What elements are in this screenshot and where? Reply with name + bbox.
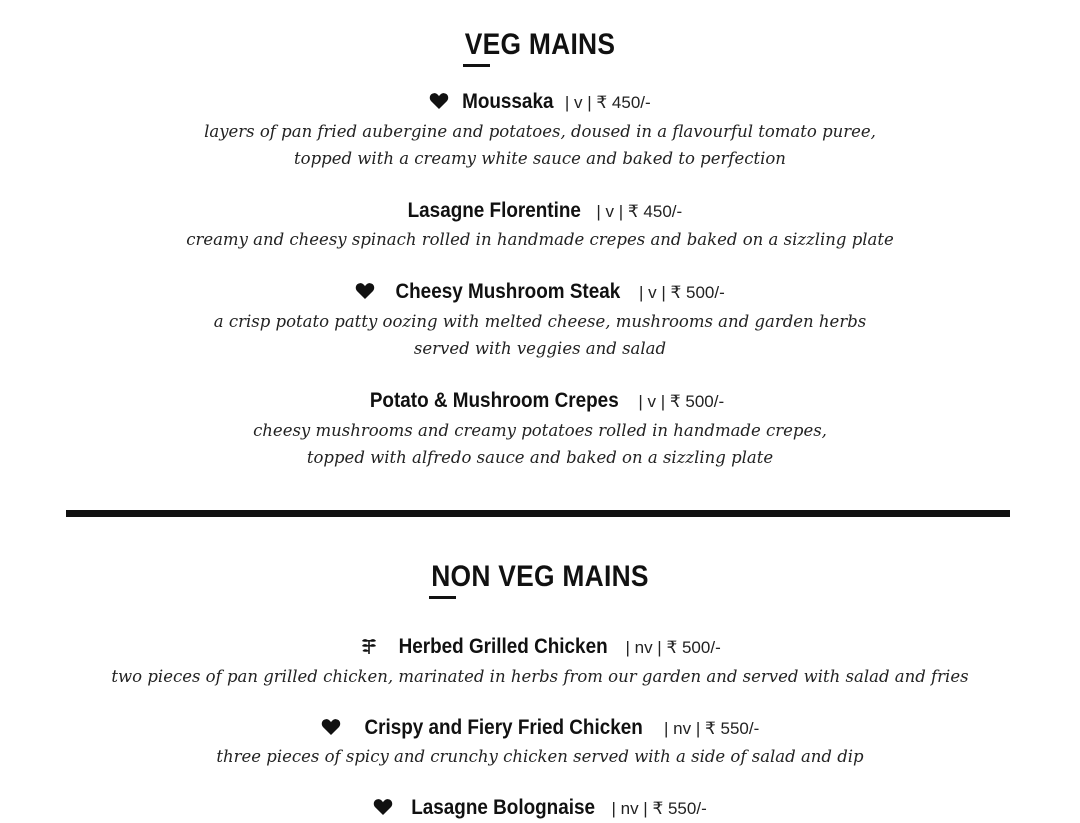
heart-icon [321, 718, 341, 736]
item-description [0, 226, 1080, 253]
item-description [0, 743, 1080, 770]
veg-mains-title: VEG MAINS [464, 28, 616, 61]
description-line: creamy and cheesy spinach rolled in handmade crepes and baked on a sizzling plate [186, 230, 894, 249]
description-line: served with veggies and salad [413, 339, 667, 358]
non-veg-mains-title: NON VEG MAINS [431, 560, 649, 593]
item-name: Cheesy Mushroom Steak [395, 280, 621, 303]
item-price: | v | ₹ 500/- [638, 392, 725, 411]
heart-icon [355, 282, 375, 300]
menu-item-lasagne-florentine [0, 198, 1080, 226]
item-price: | nv | ₹ 500/- [625, 638, 721, 657]
item-description [0, 417, 1080, 471]
item-name: Moussaka [462, 90, 554, 113]
item-price: | v | ₹ 450/- [564, 93, 651, 112]
description-line: topped with a creamy white sauce and baked to perfection [294, 149, 786, 168]
item-description [0, 663, 1080, 690]
description-line: two pieces of pan grilled chicken, marinated in herbs from our garden and served with salad and fries [111, 667, 969, 686]
description-line: topped with alfredo sauce and baked on a sizzling plate [306, 448, 774, 467]
item-description [0, 308, 1080, 362]
menu-item-cheesy-mushroom-steak [0, 279, 1080, 307]
description-line: layers of pan fried aubergine and potatoes, doused in a flavourful tomato puree, [204, 122, 876, 141]
item-name: Potato & Mushroom Crepes [369, 389, 619, 412]
item-description [0, 118, 1080, 172]
item-price: | nv | ₹ 550/- [611, 799, 707, 818]
item-price: | nv | ₹ 550/- [664, 719, 760, 738]
menu-item-potato-mushroom-crepes [0, 388, 1080, 416]
herb-icon [359, 637, 379, 655]
item-name: Crispy and Fiery Fried Chicken [364, 716, 643, 739]
non-veg-mains-underline [429, 596, 456, 599]
heart-icon [373, 798, 393, 816]
item-name: Lasagne Florentine [407, 199, 581, 222]
item-price: | v | ₹ 500/- [638, 283, 725, 302]
menu-item-herbed-grilled-chicken [0, 634, 1080, 662]
item-name: Lasagne Bolognaise [411, 796, 596, 819]
description-line: three pieces of spicy and crunchy chicken served with a side of salad and dip [216, 747, 864, 766]
item-name: Herbed Grilled Chicken [398, 635, 608, 658]
menu-item-lasagne-bolognaise [0, 795, 1080, 823]
veg-mains-underline [463, 64, 490, 67]
description-line: a crisp potato patty oozing with melted cheese, mushrooms and garden herbs [213, 312, 867, 331]
section-divider [66, 510, 1010, 517]
description-line: cheesy mushrooms and creamy potatoes rolled in handmade crepes, [253, 421, 827, 440]
item-price: | v | ₹ 450/- [596, 202, 683, 221]
heart-icon [429, 92, 449, 110]
menu-item-moussaka [0, 89, 1080, 117]
menu-item-crispy-fiery-fried-chicken [0, 715, 1080, 743]
